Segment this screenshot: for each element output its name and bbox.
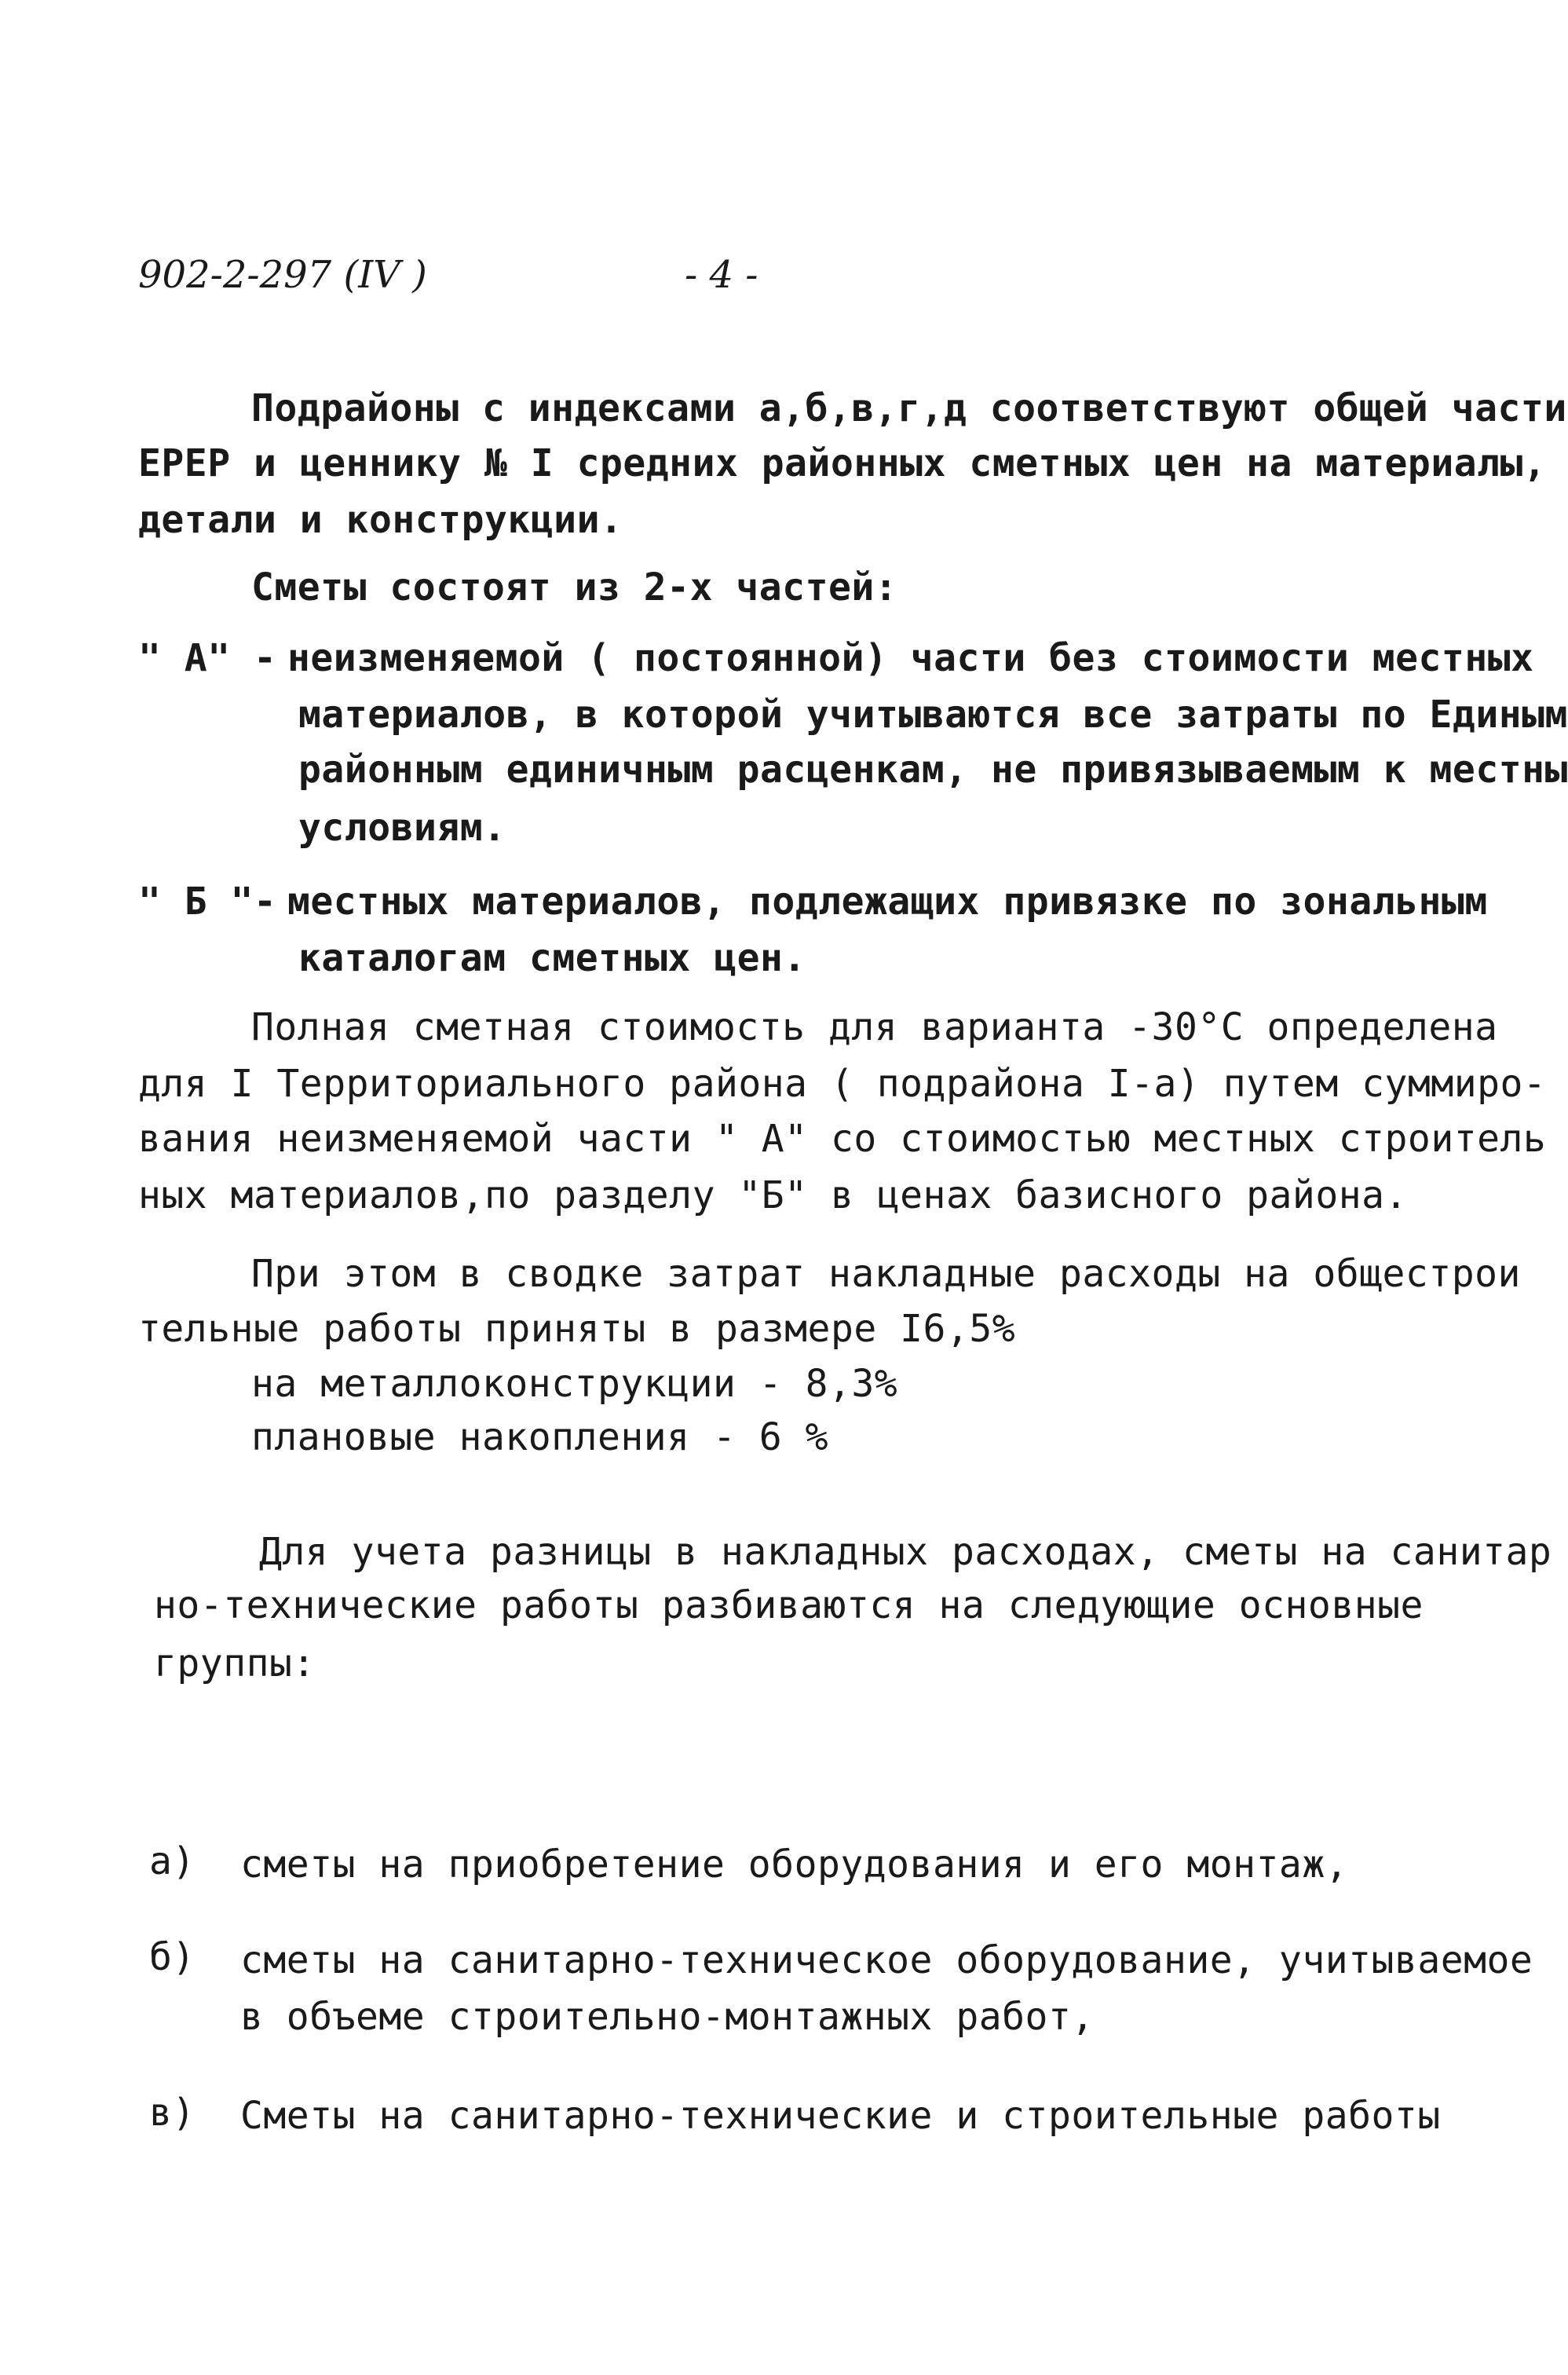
intro-line-3: детали и конструкции.	[138, 498, 623, 542]
part-a-line-4: условиям.	[298, 806, 506, 850]
intro-line-1: Подрайоны с индексами а,б,в,г,д соответствуют общей части	[251, 386, 1567, 430]
groups-intro-line-1: Для учета разницы в накладных расходах, сметы на санитар	[259, 1530, 1552, 1574]
overheads-line-3: на металлоконструкции - 8,3%	[251, 1362, 898, 1406]
group-b-text-2: в объеме строительно-монтажных работ,	[240, 1995, 1095, 2039]
part-b-item	[138, 878, 1488, 925]
group-a-text: сметы на приобретение оборудования и его монтаж,	[240, 1843, 1349, 1886]
groups-intro-line-3: группы:	[154, 1641, 316, 1685]
part-a-line-2: материалов, в которой учитываются все затраты по Единым	[298, 693, 1568, 737]
part-b-line-2: каталогам сметных цен.	[298, 936, 806, 980]
full-cost-line-3: вания неизменяемой части " А" со стоимостью местных строитель	[138, 1117, 1547, 1161]
part-a-item	[138, 635, 1534, 682]
full-cost-line-4: ных материалов,по разделу "Б" в ценах базисного района.	[138, 1173, 1408, 1217]
part-b-marker: " Б "-	[138, 880, 277, 924]
part-a-line-3: районным единичным расценкам, не привязываемым к местны	[298, 748, 1568, 792]
overheads-line-1: При этом в сводке затрат накладные расходы на общестрои	[251, 1252, 1521, 1296]
part-a-marker: " А" -	[138, 636, 277, 680]
part-a-line-1: неизменяемой ( постоянной) части без стоимости местных	[287, 636, 1534, 680]
full-cost-line-1: Полная сметная стоимость для варианта -30°С определена	[251, 1005, 1498, 1049]
groups-intro-line-2: но-технические работы разбиваются на следующие основные	[154, 1583, 1424, 1627]
parts-heading: Сметы состоят из 2-х частей:	[251, 565, 898, 609]
group-b-marker: б)	[149, 1935, 196, 1979]
group-b-text-1: сметы на санитарно-техническое оборудование, учитываемое	[240, 1938, 1533, 1982]
group-c-marker: в)	[149, 2091, 196, 2135]
overheads-line-2: тельные работы приняты в размере I6,5%	[138, 1307, 1016, 1351]
full-cost-line-2: для I Территориального района ( подрайона I-а) путем суммиро-	[138, 1062, 1547, 1106]
part-b-line-1: местных материалов, подлежащих привязке по зональным	[287, 880, 1488, 924]
document-code: 902-2-297 (IV )	[138, 253, 427, 297]
group-c-text: Сметы на санитарно-технические и строительные работы	[240, 2094, 1441, 2138]
intro-line-2: ЕРЕР и ценнику № I средних районных сметных цен на материалы,	[138, 441, 1547, 485]
group-a-marker: а)	[149, 1839, 196, 1883]
page-number: - 4 -	[685, 253, 758, 297]
overheads-line-4: плановые накопления - 6 %	[251, 1415, 828, 1459]
